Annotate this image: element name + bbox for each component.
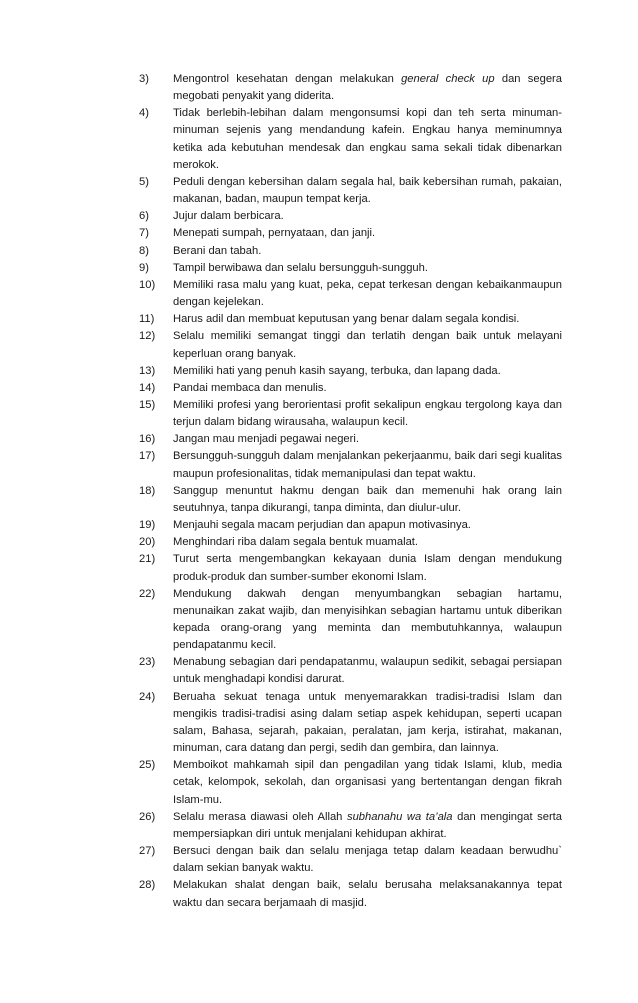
list-item-number: 23) xyxy=(139,656,156,669)
list-item xyxy=(139,654,562,688)
text-run: Mendukung dakwah dengan menyumbangkan sebagian hartamu, menunaikan zakat wajib, dan menyisihkan sebagian hartamu untuk diberikan kepada orang-orang yang meminta dan membutuhkannya, walaupun pendapatanmu kecil. xyxy=(173,587,562,652)
text-run: Beruaha sekuat tenaga untuk menyemarakkan tradisi-tradisi Islam dan mengikis tradisi-tradisi asing dalam setiap aspek kehidupan, seperti ucapan salam, Bahasa, sejarah, pakaian, peralatan, jam kerja, istirahat, makanan, minuman, cara datang dan pergi, sedih dan gembira, dan lainnya. xyxy=(173,690,562,755)
list-item xyxy=(139,243,562,260)
list-item-number: 21) xyxy=(139,553,156,566)
list-item-text xyxy=(173,71,562,105)
italic-term: subhanahu wa ta’ala xyxy=(346,810,453,823)
list-item xyxy=(139,689,562,758)
list-item-text xyxy=(173,843,562,877)
list-item-number: 4) xyxy=(139,107,149,120)
list-item-text xyxy=(173,483,562,517)
text-run: Memiliki rasa malu yang kuat, peka, cepat terkesan dengan kebaikanmaupun dengan kejelekan. xyxy=(173,278,562,309)
list-item-number: 24) xyxy=(139,690,156,703)
list-item-text xyxy=(173,243,562,260)
list-item xyxy=(139,551,562,585)
list-item xyxy=(139,260,562,277)
list-item xyxy=(139,225,562,242)
list-item-number: 27) xyxy=(139,845,156,858)
list-item xyxy=(139,483,562,517)
list-item xyxy=(139,71,562,105)
text-run: dan segera megobati penyakit yang diderita. xyxy=(173,73,562,103)
list-item xyxy=(139,809,562,843)
text-run: Menabung sebagian dari pendapatanmu, walaupun sedikit, sebagai persiapan untuk menghadapi kondisi darurat. xyxy=(173,656,562,686)
list-item xyxy=(139,363,562,380)
list-item xyxy=(139,517,562,534)
list-item-text xyxy=(173,534,562,551)
list-item xyxy=(139,277,562,311)
text-run: Harus adil dan membuat keputusan yang benar dalam segala kondisi. xyxy=(173,313,520,326)
list-item-text xyxy=(173,517,562,534)
list-item-number: 16) xyxy=(139,433,156,446)
text-run: Jangan mau menjadi pegawai negeri. xyxy=(173,433,359,446)
list-item-number: 19) xyxy=(139,519,156,532)
list-item-number: 9) xyxy=(139,261,149,274)
list-item xyxy=(139,174,562,208)
list-item-number: 22) xyxy=(139,587,156,600)
list-item xyxy=(139,877,562,911)
list-item xyxy=(139,311,562,328)
list-item xyxy=(139,534,562,551)
text-run: Memiliki hati yang penuh kasih sayang, terbuka, dan lapang dada. xyxy=(173,364,501,377)
list-item-text xyxy=(173,809,562,843)
list-item-number: 12) xyxy=(139,330,156,343)
list-item xyxy=(139,105,562,174)
list-item xyxy=(139,397,562,431)
list-item-text xyxy=(173,551,562,585)
list-item-text xyxy=(173,757,562,808)
text-run: Tidak berlebih-lebihan dalam mengonsumsi kopi dan teh serta minuman-minuman sejenis yang mendandung kafein. Engkau hanya meminumnya ketika ada kebutuhan mendesak dan engkau sama sekali tidak dibenarkan merokok. xyxy=(173,107,562,171)
list-item-number: 18) xyxy=(139,484,156,497)
text-run: Menghindari riba dalam segala bentuk muamalat. xyxy=(173,536,419,549)
list-item-text xyxy=(173,654,562,688)
list-item-text xyxy=(173,174,562,208)
list-item-text xyxy=(173,877,562,911)
list-item xyxy=(139,843,562,877)
italic-term: general check up xyxy=(401,73,495,85)
text-run: Selalu merasa diawasi oleh Allah xyxy=(173,810,347,823)
text-run: Peduli dengan kebersihan dalam segala hal, baik kebersihan rumah, pakaian, makanan, badan, maupun tempat kerja. xyxy=(173,175,562,206)
list-item-number: 11) xyxy=(139,313,155,326)
list-item-number: 5) xyxy=(139,175,149,188)
text-run: Bersuci dengan baik dan selalu menjaga tetap dalam keadaan berwudhu` dalam sekian banyak waktu. xyxy=(173,845,562,875)
list-item-text xyxy=(173,689,562,758)
text-run: Jujur dalam berbicara. xyxy=(173,210,284,223)
list-item-text xyxy=(173,380,562,397)
list-item-number: 6) xyxy=(139,210,149,223)
list-item-number: 3) xyxy=(139,73,149,85)
text-run: Mengontrol kesehatan dengan melakukan xyxy=(173,73,402,85)
text-run: Tampil berwibawa dan selalu bersungguh-sungguh. xyxy=(173,261,428,274)
list-item-number: 28) xyxy=(139,879,156,892)
list-item xyxy=(139,448,562,482)
list-item-number: 17) xyxy=(139,450,156,463)
text-run: Berani dan tabah. xyxy=(173,244,262,257)
list-item-text xyxy=(173,586,562,655)
list-item-text xyxy=(173,448,562,482)
text-run: Melakukan shalat dengan baik, selalu berusaha melaksanakannya tepat waktu dan secara berjamaah di masjid. xyxy=(173,879,562,909)
list-item xyxy=(139,431,562,448)
list-item-number: 25) xyxy=(139,759,156,772)
text-run: Bersungguh-sungguh dalam menjalankan pekerjaanmu, baik dari segi kualitas maupun profesionalitas, tidak memanipulasi dan tepat waktu. xyxy=(173,450,562,480)
list-item-number: 15) xyxy=(139,398,156,411)
list-item-text xyxy=(173,277,562,311)
text-run: Memiliki profesi yang berorientasi profit sekalipun engkau tergolong kaya dan terjun dalam bidang wirausaha, walaupun kecil. xyxy=(173,398,562,429)
text-run: Sanggup menuntut hakmu dengan baik dan memenuhi hak orang lain seutuhnya, tanpa dikurangi, tanpa diminta, dan diulur-ulur. xyxy=(173,484,562,514)
list-item xyxy=(139,328,562,362)
list-item xyxy=(139,757,562,808)
list-item-number: 10) xyxy=(139,278,156,291)
text-run: Selalu memiliki semangat tinggi dan terlatih dengan baik untuk melayani keperluan orang banyak. xyxy=(173,330,562,360)
text-run: dan mengingat serta mempersiapkan diri untuk menjalani kehidupan akhirat. xyxy=(173,810,563,840)
list-item-text xyxy=(173,397,562,431)
list-item-number: 8) xyxy=(139,244,149,257)
list-item-text xyxy=(173,431,562,448)
list-item-text xyxy=(173,260,562,277)
list-item-text xyxy=(173,105,562,174)
list-item-number: 20) xyxy=(139,536,156,549)
text-run: Turut serta mengembangkan kekayaan dunia Islam dengan mendukung produk-produk dan sumber-sumber ekonomi Islam. xyxy=(173,553,562,583)
text-run: Pandai membaca dan menulis. xyxy=(173,381,327,394)
list-item-text xyxy=(173,311,562,328)
list-item xyxy=(139,208,562,225)
list-item xyxy=(139,380,562,397)
list-item-text xyxy=(173,328,562,362)
list-item xyxy=(139,586,562,655)
list-item-number: 14) xyxy=(139,381,156,394)
list-item-number: 26) xyxy=(139,810,156,823)
list-item-text xyxy=(173,225,562,242)
text-run: Memboikot mahkamah sipil dan pengadilan yang tidak Islami, klub, media cetak, kelompok, sekolah, dan organisasi yang bertentangan dengan fikrah Islam-mu. xyxy=(173,759,562,806)
list-item-number: 13) xyxy=(139,364,156,377)
list-item-text xyxy=(173,363,562,380)
text-run: Menepati sumpah, pernyataan, dan janji. xyxy=(173,227,376,240)
list-item-text xyxy=(173,208,562,225)
numbered-list xyxy=(139,71,562,912)
list-item-number: 7) xyxy=(139,227,149,240)
text-run: Menjauhi segala macam perjudian dan apapun motivasinya. xyxy=(173,519,471,532)
